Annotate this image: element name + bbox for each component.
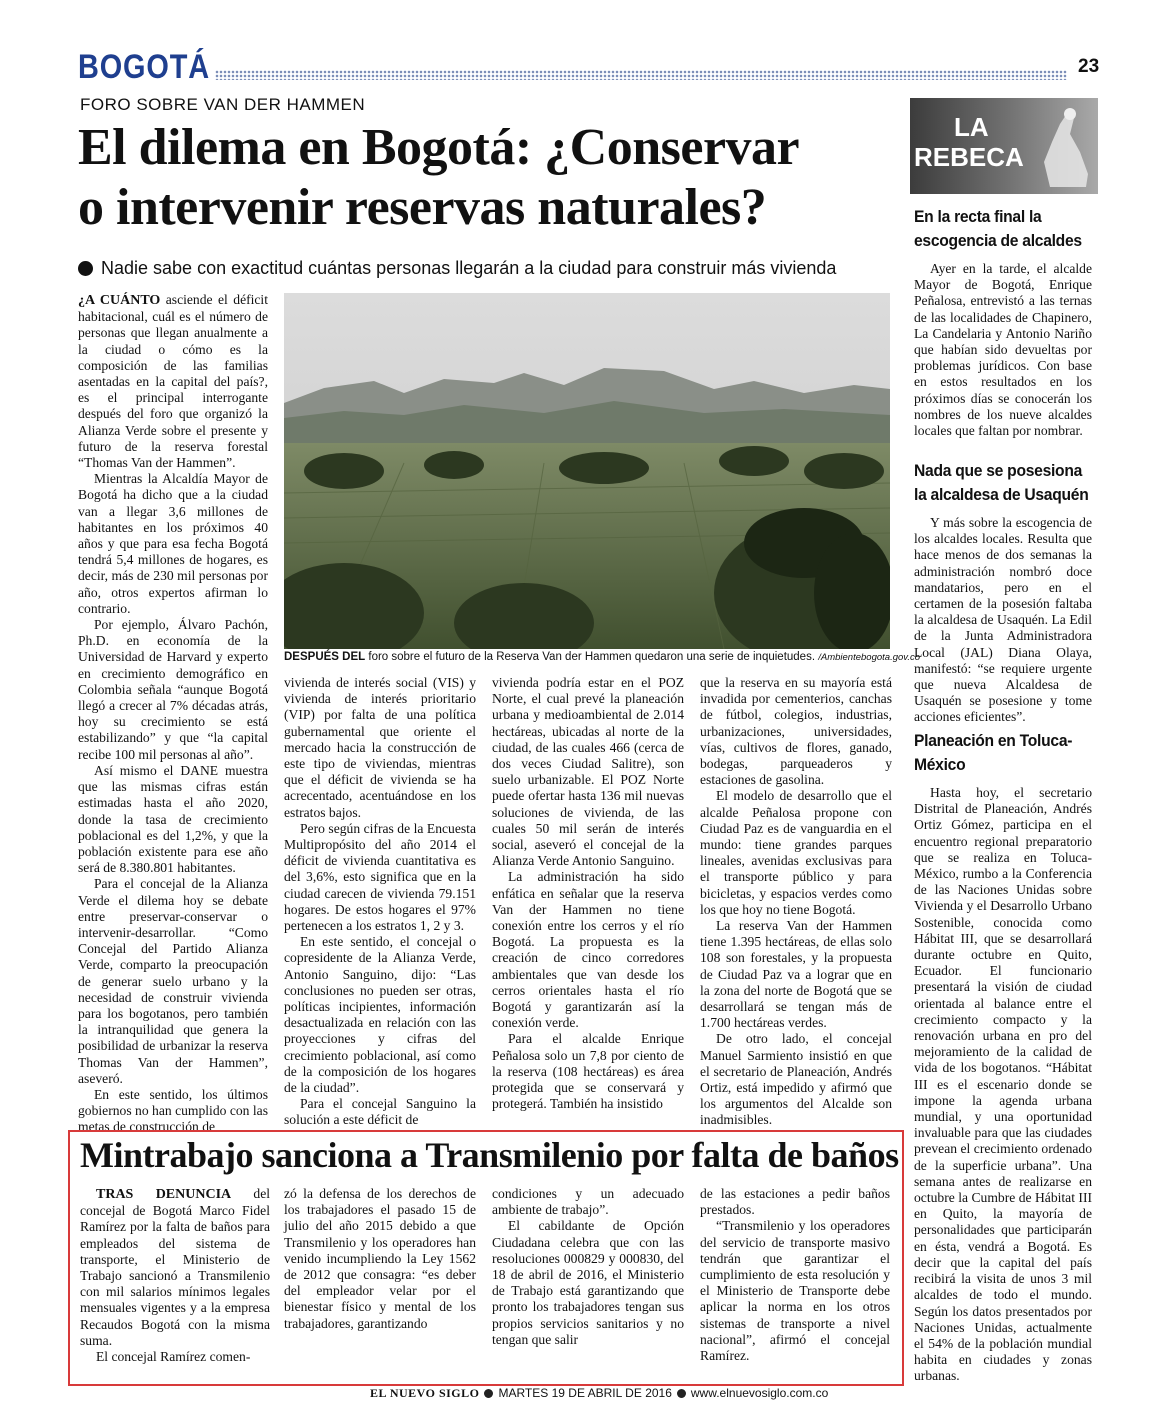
- page-number: 23: [1078, 56, 1100, 77]
- boxed-paragraph: condiciones y un adecuado ambiente de trabajo”.: [492, 1186, 684, 1218]
- footer-date: MARTES 19 DE ABRIL DE 2016: [498, 1386, 672, 1400]
- article-paragraph: Por ejemplo, Álvaro Pachón, Ph.D. en economía de la Universidad de Harvard y experto en crecimiento demográfico en Colombia señala “aunque Bogotá llegó a crecer al 7% décadas atrás, hoy su crecimiento se está estabilizando” y que “la capital recibe 100 mil personas al año”.: [78, 617, 268, 762]
- article-photo: [284, 293, 890, 649]
- article-column-4: [700, 675, 892, 1129]
- article-paragraph: Mientras la Alcaldía Mayor de Bogotá ha dicho que a la ciudad van a llegar 3,6 millones de habitantes en los próximos 40 años y que para esa fecha Bogotá tendrá 5,4 millones de hogares, es decir, más de 230 mil personas por año, otros expertos afirman lo contrario.: [78, 471, 268, 616]
- article-paragraph: Pero según cifras de la Encuesta Multipropósito del año 2014 el déficit de vivienda cuantitativa es del 3,6%, esto significa que en la ciudad carecen de vivienda 79.151 hogares. De estos hogares el 97% pertenecen a los estratos 1, 2 y 3.: [284, 820, 476, 934]
- page-footer: [370, 1386, 828, 1401]
- boxed-column-2: [284, 1186, 476, 1332]
- article-paragraph: La reserva Van der Hammen tiene 1.395 hectáreas, de ellas solo 108 son forestales, y la propuesta de Ciudad Paz va a lograr que en la zona del norte de Bogotá que se desarrollará se tengan más de 1.700 hectáreas verdes.: [700, 918, 892, 1031]
- article-paragraph: Así mismo el DANE muestra que las mismas cifras están estimadas hasta el año 2020, donde la tasa de crecimiento poblacional es del 1,2%, y que la población existente para ese año será de 8.380.801 habitantes.: [78, 762, 268, 876]
- article-paragraph: En este sentido, los últimos gobiernos no han cumplido con las metas de construcción de: [78, 1086, 268, 1135]
- subheadline-text: Nadie sabe con exactitud cuántas personas llegarán a la ciudad para construir más vivienda: [101, 258, 837, 278]
- headline: [78, 118, 898, 238]
- photo-credit: /Ambientebogota.gov.co: [818, 652, 920, 663]
- article-paragraph: El modelo de desarrollo que el alcalde Peñalosa propone con Ciudad Paz es de vanguardia en el mundo: tiene grandes parques lineales, avenidas exclusivas para el transporte público y para bicicletas, y espacios verdes como los que hoy no tiene Bogotá.: [700, 788, 892, 917]
- boxed-paragraph: El concejal Ramírez comen-: [96, 1349, 251, 1365]
- article-paragraph: que la reserva en su mayoría está invadida por cementerios, canchas de fútbol, colegios, industrias, urbanizaciones, universidades, vías, cultivos de flores, ganado, bodegas, parqueaderos y estaciones de gasolina.: [700, 675, 892, 788]
- article-column-2: [284, 675, 476, 1129]
- boxed-paragraph: El cabildante de Opción Ciudadana celebra que con las resoluciones 000829 y 000830, del 18 de abril de 2016, el Ministerio de Trabajo está garantizando que pronto los trabajadores tengan sus propios servicios sanitarios y no tengan que salir: [492, 1218, 684, 1347]
- sidebar-paragraph: Ayer en la tarde, el alcalde Mayor de Bogotá, Enrique Peñalosa, entrevistó a las ternas de las localidades de Chapinero, La Candelaria y Antonio Nariño que habían sido devueltas por problemas jurídicos. Con base en estos resultados en los próximos días se conocerán los nombres de los nueve alcaldes locales que faltan por nombrar.: [914, 261, 1092, 439]
- boxed-column-4: [700, 1186, 890, 1364]
- sidebar-item-3-title: Planeación en Toluca-México: [914, 731, 1073, 774]
- subheadline: [78, 258, 898, 279]
- sidebar-item-2-text: [914, 515, 1092, 726]
- caption-lead: DESPUÉS DEL: [284, 651, 366, 663]
- boxed-paragraph: “Transmilenio y los operadores del servicio de transporte masivo tendrán que garantizar el cumplimiento de esta resolución y el Ministerio de Transporte debe aplicar la norma en los otros sistemas de transporte a nivel nacional”, afirmó el concejal Ramírez.: [700, 1218, 890, 1364]
- article-paragraph: vivienda de interés social (VIS) y vivienda de interés prioritario (VIP) por falta de una política gubernamental que oriente el mercado hacia la construcción de este tipo de viviendas, mientras que el déficit de vivienda se ha acrecentado, acentuándose en los estratos bajos.: [284, 675, 476, 820]
- sidebar-item-3-text: [914, 785, 1092, 1385]
- sidebar-item-1-text: [914, 261, 1092, 439]
- paragraph-text: del concejal de Bogotá Marco Fidel Ramírez por la falta de baños para empleados del sistema de transporte, el Ministerio de Trabajo sancionó a Transmilenio con mil salarios mínimos legales mensuales vigentes y a la empresa Recaudos Bogotá con la misma suma.: [80, 1186, 270, 1348]
- sidebar-item-2-title: Nada que se posesiona la alcaldesa de Usaquén: [914, 461, 1089, 504]
- footer-dot-icon: [484, 1389, 493, 1398]
- boxed-article-title: Mintrabajo sanciona a Transmilenio por falta de baños: [80, 1135, 899, 1175]
- photo-caption: [284, 651, 920, 663]
- article-column-1: [78, 292, 268, 1136]
- article-paragraph: [78, 292, 268, 471]
- boxed-paragraph: zó la defensa de los derechos de los trabajadores el pasado 15 de julio del año 2015 debido a que Transmilenio y los operadores han venido incumpliendo la Ley 1562 de 2012 que consagra: “es deber del empleador velar por el bienestar físico y mental de los trabajadores, garantizando: [284, 1186, 476, 1331]
- boxed-paragraph: [80, 1186, 270, 1349]
- footer-url[interactable]: www.elnuevosiglo.com.co: [690, 1386, 829, 1400]
- article-paragraph: Para el concejal Sanguino la solución a este déficit de: [284, 1096, 476, 1128]
- paragraph-text: asciende el déficit habitacional, cuál es el número de personas que llegan anualmente a la ciudad o cómo es la composición de las familias asentadas en la capital del país?, es el principal interrogante después del foro que organizó la Alianza Verde sobre el presente y futuro de la reserva forestal “Thomas Van der Hammen”.: [78, 292, 268, 471]
- logo-line-2: REBECA: [914, 142, 1024, 172]
- article-paragraph: De otro lado, el concejal Manuel Sarmiento insistió en que el secretario de Planeación, Andrés Ortiz, está impedido y afirmó que los argumentos del Alcalde son inadmisibles.: [700, 1031, 892, 1128]
- boxed-column-1: [80, 1186, 270, 1365]
- article-paragraph: La administración ha sido enfática en señalar que la reserva Van der Hammen no tiene conexión entre los cerros y el río Bogotá. La propuesta es la creación de cinco corredores ambientales que van desde los cerros orientales hasta el río Bogotá y garantizarán así la conexión verde.: [492, 869, 684, 1031]
- statue-icon: [1030, 102, 1094, 192]
- header-dotted-rule: [215, 70, 1067, 80]
- sidebar-paragraph: Hasta hoy, el secretario Distrital de Planeación, Andrés Ortiz Gómez, participa en el encuentro regional preparatorio que se realiza en Toluca-México, rumbo a la Conferencia de las Naciones Unidas sobre Vivienda y el Desarrollo Urbano Sostenible, conocida como Hábitat III, que se desarrollará durante octubre en Quito, Ecuador. El funcionario presentará la visión de ciudad orientada al balance entre el crecimiento compacto y la renovación urbana en pro del mejoramiento de la calidad de vida de los bogotanos. “Hábitat III es el escenario donde se impone la agenda urbana mundial, y una oportunidad invaluable para que las ciudades prevean el crecimiento ordenado de la superficie urbana”. Una semana antes de realizarse en octubre la Cumbre de Hábitat III en Quito, la mayoría de personalidades que participarán en ésta, vendrá a Bogotá. Es decir que la capital del país recibirá la visita de unos 3 mil alcaldes de todo el mundo. Según los datos presentados por Naciones Unidas, actualmente el 54% de la población mundial habita en ciudades y zonas urbanas.: [914, 785, 1092, 1384]
- article-column-3: [492, 675, 684, 1112]
- headline-line-2: o intervenir reservas naturales?: [78, 179, 767, 236]
- logo-line-1: LA: [954, 112, 989, 142]
- article-paragraph: vivienda podría estar en el POZ Norte, el cual prevé la planeación urbana y medioambiental de 2.014 hectáreas, ubicadas al norte de la ciudad, de las cuales 466 (cerca de dos veces Ciudad Salitre), son suelo urbanizable. El POZ Norte puede ofertar hasta 136 mil nuevas soluciones de vivienda, de las cuales 50 mil serán de interés social, aseveró el concejal de la Alianza Verde Antonio Sanguino.: [492, 675, 684, 869]
- la-rebeca-logo: [910, 98, 1098, 194]
- boxed-column-3: [492, 1186, 684, 1348]
- headline-line-1: El dilema en Bogotá: ¿Conservar: [78, 119, 800, 176]
- caption-text: foro sobre el futuro de la Reserva Van der Hammen quedaron una serie de inquietudes.: [368, 651, 816, 663]
- bullet-icon: [78, 261, 93, 276]
- lead-caps: ¿A CUÁNTO: [78, 293, 161, 308]
- footer-paper-name: EL NUEVO SIGLO: [370, 1386, 480, 1400]
- article-paragraph: Para el alcalde Enrique Peñalosa solo un 7,8 por ciento de la reserva (108 hectáreas) es área protegida que se conservará y protegerá. También ha insistido: [492, 1031, 684, 1112]
- boxed-paragraph: de las estaciones a pedir baños prestados.: [700, 1186, 890, 1218]
- sidebar-paragraph: Y más sobre la escogencia de los alcaldes locales. Resulta que hace menos de dos semanas la administración nombró doce mandatarios, pero en el certamen de la posesión faltaba la alcaldesa de Usaquén. La Edil de la Junta Administradora Local (JAL) Diana Olaya, manifestó: “se requiere urgente que nueva Alcaldesa de Usaquén se posesione y tome acciones eficientes”.: [914, 515, 1092, 725]
- article-paragraph: Para el concejal de la Alianza Verde el dilema hoy se debate entre preservar-conservar o intervenir-desarrollar. “Como Concejal del Partido Alianza Verde, comparto la preocupación de generar suelo urbano y la necesidad de construir vivienda para los bogotanos, pero también la intranquilidad que genera la posibilidad de urbanizar la reserva Thomas Van der Hammen”, aseveró.: [78, 876, 268, 1086]
- article-paragraph: En este sentido, el concejal o copresidente de la Alianza Verde, Antonio Sanguino, dijo: “Las conclusiones no pueden ser otras, políticas incipientes, información desactualizada en relación con las proyecciones y cifras del crecimiento poblacional, así como de la composición de los hogares de la ciudad”.: [284, 934, 476, 1096]
- landscape-photo: [284, 293, 890, 649]
- sidebar-item-1-title: En la recta final la escogencia de alcaldes: [914, 207, 1082, 250]
- boxed-lead-caps: TRAS DENUNCIA: [96, 1187, 232, 1202]
- section-title: BOGOTÁ: [78, 48, 210, 86]
- footer-dot-icon: [677, 1389, 686, 1398]
- kicker: FORO SOBRE VAN DER HAMMEN: [80, 95, 366, 114]
